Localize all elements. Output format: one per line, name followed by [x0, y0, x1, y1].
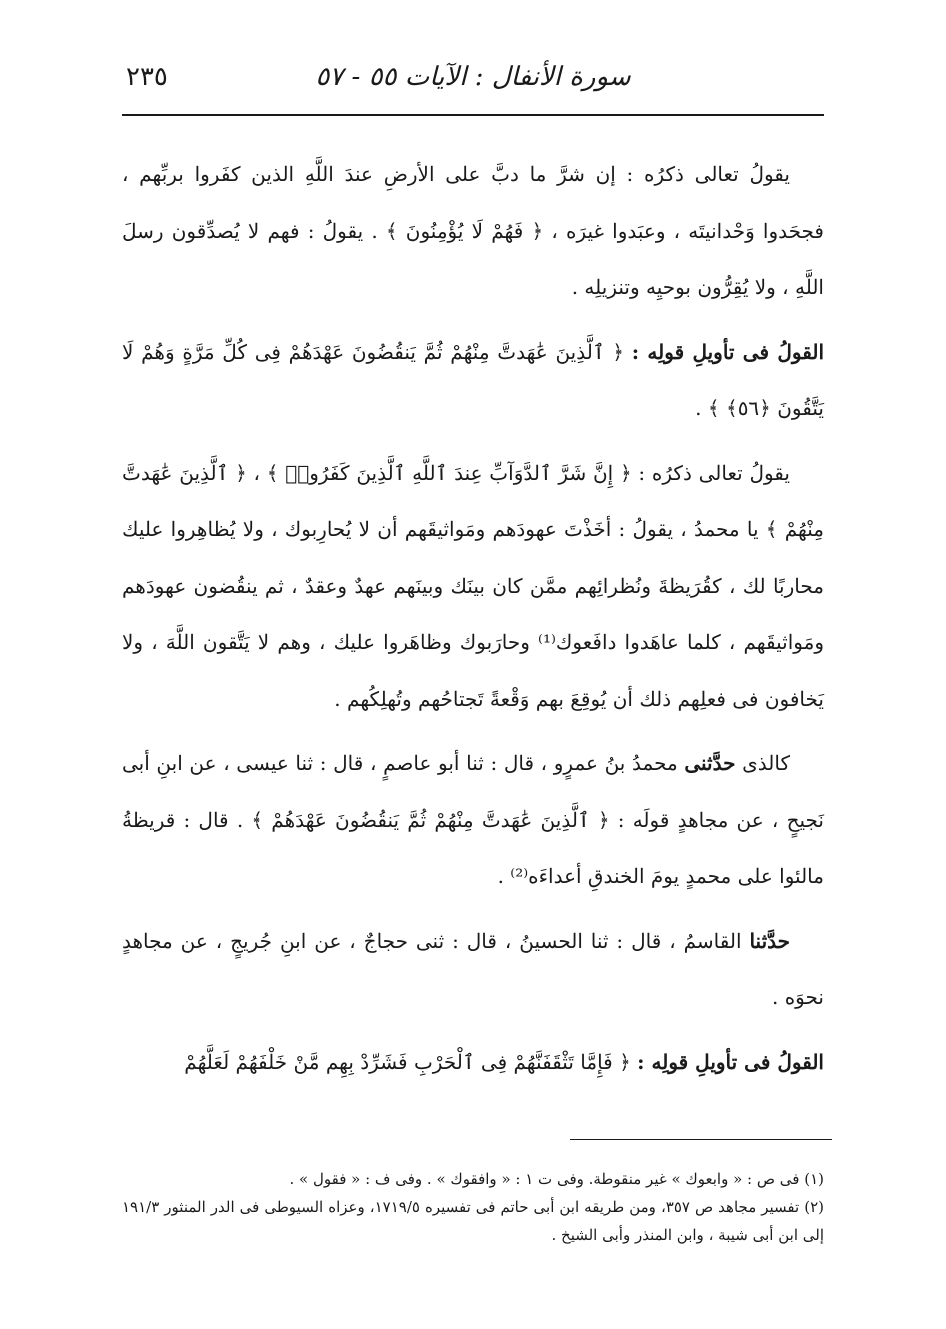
quranic-verse: ﴿ ٱلَّذِينَ عَٰهَدتَّ مِنْهُمْ ثُمَّ يَنقُضُونَ عَهْدَهُمْ فِى كُلِّ مَرَّةٍ وَهُمْ لَا يَتَّقُونَ ﴿٥٦﴾ ﴾ . [122, 339, 824, 420]
paragraph-gap [122, 1026, 824, 1034]
paragraph-4 [122, 735, 824, 905]
paragraph-gap [122, 437, 824, 445]
page-header [122, 56, 824, 110]
paragraph-3: يقولُ تعالى ذكرُه : ﴿ إِنَّ شَرَّ ٱلدَّوَآبِّ عِندَ ٱللَّهِ ٱلَّذِينَ كَفَرُوا۟ ﴾ ، ﴿ ٱلَّذِينَ عَٰهَدتَّ مِنْهُمْ ﴾ يا محمدُ ، يقولُ : أخَذْتَ عهودَهم ومَواثيقَهم أن لا يُحارِبوك ، ولا يُظاهِروا عليك محاربًا لك ، كقُرَيظةَ ونُظرائِهم ممَّن كان بينَك وبينَهم عهدٌ وعقدٌ ، ثم ينقُضون عهودَهم ومَواثيقَهم ، كلما عاهَدوا دافَعوك⁽¹⁾ وحارَبوك وظاهَروا عليك ، وهم لا يَتَّقون اللَّهَ ، ولا يَخافون فى فعلِهم ذلك أن يُوقِعَ بهم وَقْعةً تَجتاحُهم وتُهلِكُهم . [122, 460, 824, 711]
page-number: ٢٣٥ [126, 62, 168, 92]
footnote-divider [570, 1139, 832, 1140]
paragraph-gap [122, 727, 824, 735]
paragraph-gap [122, 316, 824, 324]
paragraph-5 [122, 913, 824, 1026]
narration-keyword: حدَّثنى [684, 751, 736, 775]
running-title: سورة الأنفال : الآيات ٥٥ - ٥٧ [315, 62, 631, 92]
section-heading-lead: القولُ فى تأويلِ قولِه : [637, 1049, 824, 1074]
narration-text: القاسمُ ، قال : ثنا الحسينُ ، قال : ثنى حجاجٌ ، عن ابنِ جُريجٍ ، عن مجاهدٍ نحوَه . [122, 928, 824, 1009]
section-heading-lead: القولُ فى تأويلِ قولِه : [631, 339, 824, 364]
paragraph-2 [122, 324, 824, 437]
paragraph-gap [122, 905, 824, 913]
footnote-1: (١) فى ص : « وابعوك » غير منقوطة. وفى ت ١ : « وافقوك » . وفى ف : « فقول » . [289, 1170, 824, 1188]
paragraph-6 [122, 1034, 824, 1091]
narration-text: محمدُ بنُ عمرٍو ، قال : ثنا أبو عاصمٍ ، قال : ثنا عيسى ، عن ابنِ أبى نَجيحٍ ، عن مجاهدٍ قولَه : ﴿ ٱلَّذِينَ عَٰهَدتَّ مِنْهُمْ ثُمَّ يَنقُضُونَ عَهْدَهُمْ ﴾ . قال : قريظةُ مالئوا على محمدٍ يومَ الخندقِ أعداءَه⁽²⁾ . [122, 751, 824, 888]
narration-keyword: حدَّثنا [749, 928, 791, 953]
paragraph-1: يقولُ تعالى ذكرُه : إن شرَّ ما دبَّ على الأرضِ عندَ اللَّهِ الذين كفَروا بربِّهم ، فجحَدوا وَحْدانيتَه ، وعبَدوا غيرَه ، ﴿ فَهُمْ لَا يُؤْمِنُونَ ﴾ . يقولُ : فهم لا يُصدِّقون رسلَ اللَّهِ ، ولا يُقِرُّون بوحيِه وتنزيلِه . [122, 162, 824, 299]
narration-lead: كالذى [742, 751, 790, 775]
quranic-verse: ﴿ فَإِمَّا تَثْقَفَنَّهُمْ فِى ٱلْحَرْبِ فَشَرِّدْ بِهِم مَّنْ خَلْفَهُمْ لَعَلَّهُمْ [184, 1049, 631, 1074]
header-divider [122, 114, 824, 116]
main-text [122, 146, 824, 1090]
footnotes [122, 1165, 824, 1249]
footnote-2: (٢) تفسير مجاهد ص ٣٥٧، ومن طريقه ابن أبى حاتم فى تفسيره ١٧١٩/٥، وعزاه السيوطى فى الدر المنثور ١٩١/٣ إلى ابن أبى شيبة ، وابن المنذر وأبى الشيخ . [122, 1198, 824, 1244]
